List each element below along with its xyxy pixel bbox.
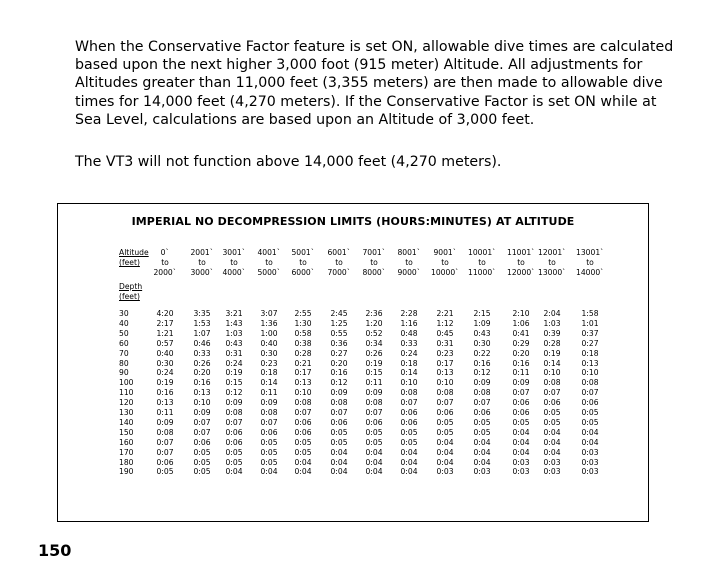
altitude-header-to: to [230, 258, 238, 267]
limit-cell: 0:04 [260, 467, 278, 477]
altitude-header-to: to [586, 258, 594, 267]
limit-cell: 0:10 [193, 398, 211, 408]
limit-cell: 0:08 [330, 398, 348, 408]
limit-cell: 0:04 [294, 457, 312, 467]
limit-cell: 1:20 [365, 318, 383, 328]
limit-cell: 0:04 [365, 447, 383, 457]
limit-cell: 0:19 [365, 358, 383, 368]
limit-cell: 0:13 [581, 358, 599, 368]
limit-cell: 0:05 [400, 427, 418, 437]
limit-cell: 0:14 [260, 378, 278, 388]
altitude-header-to: to [299, 258, 307, 267]
limit-cell: 1:16 [400, 318, 418, 328]
limit-cell: 0:08 [294, 398, 312, 408]
limit-cell: 0:09 [156, 417, 174, 427]
limit-cell: 0:36 [330, 338, 348, 348]
limit-cell: 0:19 [543, 348, 561, 358]
limit-cell: 0:09 [225, 398, 243, 408]
depth-cell: 190 [119, 467, 134, 477]
limit-cell: 1:06 [512, 318, 530, 328]
limit-cell: 0:08 [365, 398, 383, 408]
limit-cell: 0:05 [436, 427, 454, 437]
limit-cell: 0:39 [543, 328, 561, 338]
limit-cell: 0:06 [294, 417, 312, 427]
altitude-header-to: to [517, 258, 525, 267]
limit-cell: 0:11 [365, 378, 383, 388]
altitude-header-from: 0` [160, 248, 170, 257]
limit-cell: 0:38 [294, 338, 312, 348]
limit-cell: 1:25 [330, 318, 348, 328]
depth-unit-label: (feet) [119, 292, 140, 301]
depth-cell: 170 [119, 447, 134, 457]
limit-cell: 0:04 [400, 457, 418, 467]
limit-cell: 0:04 [581, 437, 599, 447]
limit-cell: 0:04 [436, 437, 454, 447]
limit-cell: 0:58 [294, 328, 312, 338]
depth-cell: 180 [119, 457, 134, 467]
limit-cell: 0:18 [581, 348, 599, 358]
limit-cell: 0:20 [512, 348, 530, 358]
altitude-header-upper: 6000` [291, 268, 315, 277]
limit-cell: 0:06 [543, 398, 561, 408]
limit-cell: 0:06 [225, 437, 243, 447]
altitude-header-upper: 5000` [257, 268, 281, 277]
limit-cell: 0:05 [156, 467, 174, 477]
limit-cell: 3:35 [193, 309, 211, 318]
limit-cell: 0:06 [400, 417, 418, 427]
limit-cell: 0:08 [436, 388, 454, 398]
limit-cell: 0:07 [294, 408, 312, 417]
limit-cell: 0:17 [436, 358, 454, 368]
limit-cell: 0:05 [581, 408, 599, 417]
feet-label: (feet) [119, 258, 140, 267]
limit-cell: 0:16 [156, 388, 174, 398]
limit-cell: 1:58 [581, 309, 599, 318]
limit-cell: 0:10 [400, 378, 418, 388]
limit-cell: 0:14 [400, 368, 418, 378]
limit-cell: 0:13 [193, 388, 211, 398]
altitude-header-upper: 10000` [431, 268, 459, 277]
limit-cell: 1:21 [156, 328, 174, 338]
depth-cell: 160 [119, 437, 134, 447]
limit-cell: 0:04 [436, 457, 454, 467]
limit-cell: 0:09 [512, 378, 530, 388]
limit-cell: 0:06 [365, 417, 383, 427]
limit-cell: 0:04 [365, 467, 383, 477]
limit-cell: 0:33 [193, 348, 211, 358]
limit-cell: 0:26 [365, 348, 383, 358]
limit-cell: 0:05 [330, 427, 348, 437]
depth-cell: 50 [119, 328, 129, 338]
limit-cell: 0:04 [473, 437, 491, 447]
limit-cell: 0:04 [400, 467, 418, 477]
altitude-header-from: 3001` [222, 248, 246, 257]
limit-cell: 0:05 [260, 457, 278, 467]
limit-cell: 1:53 [193, 318, 211, 328]
altitude-header-to: to [548, 258, 556, 267]
altitude-header-from: 5001` [291, 248, 315, 257]
altitude-header-upper: 13000` [538, 268, 566, 277]
limit-cell: 0:05 [512, 417, 530, 427]
limit-cell: 3:21 [225, 309, 243, 318]
limit-cell: 0:07 [436, 398, 454, 408]
altitude-header-upper: 8000` [362, 268, 386, 277]
limit-cell: 1:12 [436, 318, 454, 328]
limit-cell: 0:09 [473, 378, 491, 388]
depth-cell: 60 [119, 338, 129, 348]
limit-cell: 0:52 [365, 328, 383, 338]
limit-cell: 1:03 [225, 328, 243, 338]
altitude-header-upper: 12000` [507, 268, 535, 277]
limit-cell: 2:15 [473, 309, 491, 318]
altitude-header-from: 8001` [397, 248, 421, 257]
limit-cell: 0:17 [294, 368, 312, 378]
limit-cell: 0:13 [156, 398, 174, 408]
no-decompression-table [57, 203, 649, 522]
limit-cell: 0:48 [400, 328, 418, 338]
altitude-header-from: 9001` [433, 248, 457, 257]
limit-cell: 0:37 [581, 328, 599, 338]
limit-cell: 0:05 [260, 437, 278, 447]
limit-cell: 0:43 [473, 328, 491, 338]
limit-cell: 0:07 [193, 427, 211, 437]
limit-cell: 0:33 [400, 338, 418, 348]
conservative-factor-paragraph: When the Conservative Factor feature is set ON, allowable dive times are calculated based upon the next higher 3,000 foot (915 meter) Altitude. All adjustments for Altitudes greater than 11,000 feet (3,355 meters) are then made to allowable dive times for 14,000 feet (4,270 meters). If the Conservative Factor is set ON while at Sea Level, calculations are based upon an Altitude of 3,000 feet. [75, 39, 674, 128]
limit-cell: 2:21 [436, 309, 454, 318]
limit-cell: 0:22 [473, 348, 491, 358]
limit-cell: 0:04 [473, 457, 491, 467]
altitude-header-from: 11001` [507, 248, 535, 257]
limit-cell: 0:05 [193, 447, 211, 457]
limit-cell: 0:04 [330, 467, 348, 477]
altitude-header-to: to [478, 258, 486, 267]
altitude-header-to: to [335, 258, 343, 267]
limit-cell: 0:16 [330, 368, 348, 378]
depth-cell: 150 [119, 427, 134, 437]
limit-cell: 0:20 [330, 358, 348, 368]
limit-cell: 0:06 [400, 408, 418, 417]
limit-cell: 0:04 [473, 447, 491, 457]
depth-cell: 40 [119, 318, 129, 328]
altitude-header-upper: 3000` [190, 268, 214, 277]
limit-cell: 0:16 [512, 358, 530, 368]
limit-cell: 0:43 [225, 338, 243, 348]
limit-cell: 0:04 [365, 457, 383, 467]
limit-cell: 0:13 [436, 368, 454, 378]
limit-cell: 1:07 [193, 328, 211, 338]
limit-cell: 0:10 [436, 378, 454, 388]
limit-cell: 0:30 [260, 348, 278, 358]
limit-cell: 0:04 [330, 447, 348, 457]
limit-cell: 0:06 [512, 398, 530, 408]
altitude-header-to: to [370, 258, 378, 267]
limit-cell: 0:08 [400, 388, 418, 398]
limit-cell: 0:05 [400, 437, 418, 447]
limit-cell: 0:04 [400, 447, 418, 457]
limit-cell: 0:05 [581, 417, 599, 427]
limit-cell: 0:21 [294, 358, 312, 368]
limit-cell: 0:06 [473, 408, 491, 417]
limit-cell: 0:18 [400, 358, 418, 368]
limit-cell: 1:09 [473, 318, 491, 328]
limit-cell: 0:05 [193, 467, 211, 477]
limit-cell: 3:07 [260, 309, 278, 318]
limit-cell: 2:04 [543, 309, 561, 318]
limit-cell: 0:06 [225, 427, 243, 437]
limit-cell: 0:09 [365, 388, 383, 398]
altitude-header-from: 6001` [327, 248, 351, 257]
limit-cell: 0:09 [260, 398, 278, 408]
altitude-header-to: to [441, 258, 449, 267]
limit-cell: 0:04 [225, 467, 243, 477]
limit-cell: 0:28 [294, 348, 312, 358]
limit-cell: 0:19 [156, 378, 174, 388]
limit-cell: 0:06 [260, 427, 278, 437]
limit-cell: 0:05 [365, 437, 383, 447]
limit-cell: 0:06 [193, 437, 211, 447]
limit-cell: 0:07 [193, 417, 211, 427]
limit-cell: 0:46 [193, 338, 211, 348]
limit-cell: 0:04 [543, 447, 561, 457]
altitude-header-from: 13001` [576, 248, 604, 257]
depth-cell: 130 [119, 408, 134, 417]
limit-cell: 0:24 [156, 368, 174, 378]
limit-cell: 0:03 [581, 447, 599, 457]
limit-cell: 0:04 [436, 447, 454, 457]
limit-cell: 0:08 [225, 408, 243, 417]
limit-cell: 0:03 [581, 467, 599, 477]
altitude-header-to: to [161, 258, 169, 267]
limit-cell: 0:07 [225, 417, 243, 427]
altitude-header-to: to [198, 258, 206, 267]
vt3-limit-paragraph: The VT3 will not function above 14,000 feet (4,270 meters). [75, 154, 502, 170]
page-number: 150 [38, 541, 72, 560]
altitude-header-upper: 2000` [153, 268, 177, 277]
altitude-header-upper: 14000` [576, 268, 604, 277]
limit-cell: 1:00 [260, 328, 278, 338]
limit-cell: 2:17 [156, 318, 174, 328]
limit-cell: 0:12 [225, 388, 243, 398]
limit-cell: 0:19 [225, 368, 243, 378]
limit-cell: 0:08 [260, 408, 278, 417]
limit-cell: 0:10 [294, 388, 312, 398]
limit-cell: 0:05 [330, 437, 348, 447]
limit-cell: 1:43 [225, 318, 243, 328]
altitude-header-from: 10001` [468, 248, 496, 257]
limit-cell: 0:45 [436, 328, 454, 338]
limit-cell: 0:08 [581, 378, 599, 388]
altitude-label: Altitude [119, 248, 149, 257]
limit-cell: 0:06 [436, 408, 454, 417]
limit-cell: 0:14 [543, 358, 561, 368]
depth-cell: 70 [119, 348, 129, 358]
altitude-header-upper: 4000` [222, 268, 246, 277]
limit-cell: 0:15 [365, 368, 383, 378]
limit-cell: 2:10 [512, 309, 530, 318]
limit-cell: 0:05 [294, 447, 312, 457]
limit-cell: 0:26 [193, 358, 211, 368]
limit-cell: 0:24 [225, 358, 243, 368]
limit-cell: 1:03 [543, 318, 561, 328]
limit-cell: 0:55 [330, 328, 348, 338]
limit-cell: 0:03 [512, 457, 530, 467]
depth-cell: 30 [119, 309, 129, 318]
limit-cell: 0:03 [473, 467, 491, 477]
limit-cell: 0:23 [260, 358, 278, 368]
limit-cell: 0:07 [260, 417, 278, 427]
limit-cell: 0:05 [543, 408, 561, 417]
limit-cell: 1:30 [294, 318, 312, 328]
limit-cell: 2:36 [365, 309, 383, 318]
limit-cell: 0:04 [512, 447, 530, 457]
limit-cell: 0:07 [473, 398, 491, 408]
depth-cell: 140 [119, 417, 134, 427]
limit-cell: 0:08 [156, 427, 174, 437]
limit-cell: 2:28 [400, 309, 418, 318]
altitude-header-to: to [405, 258, 413, 267]
limit-cell: 0:40 [156, 348, 174, 358]
limit-cell: 0:04 [294, 467, 312, 477]
limit-cell: 0:23 [436, 348, 454, 358]
limit-cell: 0:18 [260, 368, 278, 378]
limit-cell: 0:09 [193, 408, 211, 417]
limit-cell: 0:10 [543, 368, 561, 378]
limit-cell: 0:05 [193, 457, 211, 467]
limit-cell: 0:06 [512, 408, 530, 417]
limit-cell: 0:04 [330, 457, 348, 467]
limit-cell: 0:07 [365, 408, 383, 417]
limit-cell: 0:08 [543, 378, 561, 388]
limit-cell: 0:30 [156, 358, 174, 368]
altitude-header-upper: 11000` [468, 268, 496, 277]
limit-cell: 0:05 [260, 447, 278, 457]
limit-cell: 0:07 [512, 388, 530, 398]
limit-cell: 0:41 [512, 328, 530, 338]
limit-cell: 0:13 [294, 378, 312, 388]
limit-cell: 0:15 [225, 378, 243, 388]
depth-cell: 90 [119, 368, 129, 378]
limit-cell: 0:05 [473, 417, 491, 427]
limit-cell: 0:07 [156, 437, 174, 447]
limit-cell: 0:12 [330, 378, 348, 388]
limit-cell: 4:20 [156, 309, 174, 318]
altitude-header-from: 12001` [538, 248, 566, 257]
limit-cell: 0:04 [581, 427, 599, 437]
limit-cell: 0:04 [512, 427, 530, 437]
limit-cell: 0:03 [543, 467, 561, 477]
altitude-header-from: 7001` [362, 248, 386, 257]
altitude-header-to: to [265, 258, 273, 267]
limit-cell: 0:29 [512, 338, 530, 348]
limit-cell: 0:05 [436, 417, 454, 427]
depth-cell: 120 [119, 398, 134, 408]
limit-cell: 0:10 [581, 368, 599, 378]
limit-cell: 0:05 [225, 447, 243, 457]
limit-cell: 0:05 [473, 427, 491, 437]
limit-cell: 0:03 [543, 457, 561, 467]
limit-cell: 0:24 [400, 348, 418, 358]
altitude-header-from: 2001` [190, 248, 214, 257]
limit-cell: 0:30 [473, 338, 491, 348]
limit-cell: 2:45 [330, 309, 348, 318]
depth-cell: 110 [119, 388, 134, 398]
limit-cell: 0:04 [543, 437, 561, 447]
limit-cell: 0:11 [260, 388, 278, 398]
limit-cell: 0:08 [473, 388, 491, 398]
limit-cell: 0:57 [156, 338, 174, 348]
depth-cell: 100 [119, 378, 134, 388]
limit-cell: 0:06 [581, 398, 599, 408]
limit-cell: 1:01 [581, 318, 599, 328]
limit-cell: 0:31 [436, 338, 454, 348]
limit-cell: 0:07 [581, 388, 599, 398]
limit-cell: 0:07 [400, 398, 418, 408]
limit-cell: 2:55 [294, 309, 312, 318]
limit-cell: 0:16 [193, 378, 211, 388]
limit-cell: 0:06 [156, 457, 174, 467]
table-title: IMPERIAL NO DECOMPRESSION LIMITS (HOURS:MINUTES) AT ALTITUDE [131, 215, 575, 228]
limit-cell: 0:11 [156, 408, 174, 417]
limit-cell: 0:16 [473, 358, 491, 368]
limit-cell: 0:05 [365, 427, 383, 437]
limit-cell: 0:31 [225, 348, 243, 358]
limit-cell: 0:07 [156, 447, 174, 457]
limit-cell: 0:07 [330, 408, 348, 417]
limit-cell: 0:06 [294, 427, 312, 437]
limit-cell: 0:11 [512, 368, 530, 378]
limit-cell: 0:34 [365, 338, 383, 348]
altitude-header-upper: 9000` [397, 268, 421, 277]
limit-cell: 0:04 [512, 437, 530, 447]
limit-cell: 0:28 [543, 338, 561, 348]
altitude-header-upper: 7000` [327, 268, 351, 277]
depth-label: Depth [119, 282, 143, 291]
limit-cell: 0:03 [581, 457, 599, 467]
limit-cell: 0:03 [436, 467, 454, 477]
altitude-header-from: 4001` [257, 248, 281, 257]
limit-cell: 0:27 [330, 348, 348, 358]
limit-cell: 0:07 [543, 388, 561, 398]
limit-cell: 0:06 [330, 417, 348, 427]
limit-cell: 0:05 [294, 437, 312, 447]
limit-cell: 0:27 [581, 338, 599, 348]
limit-cell: 0:04 [543, 427, 561, 437]
limit-cell: 0:05 [543, 417, 561, 427]
limit-cell: 0:20 [193, 368, 211, 378]
limit-cell: 0:12 [473, 368, 491, 378]
limit-cell: 0:40 [260, 338, 278, 348]
limit-cell: 0:09 [330, 388, 348, 398]
limit-cell: 0:03 [512, 467, 530, 477]
limit-cell: 0:05 [225, 457, 243, 467]
depth-cell: 80 [119, 358, 129, 368]
limit-cell: 1:36 [260, 318, 278, 328]
